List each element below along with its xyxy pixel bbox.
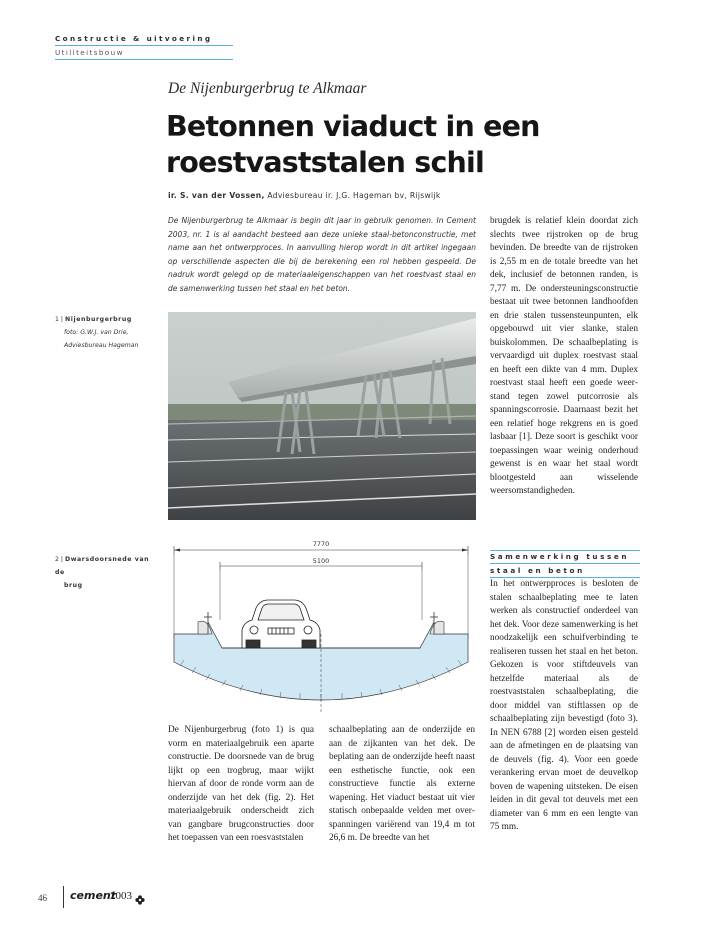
- subsection-rule: [55, 59, 233, 60]
- cross-section-svg: [168, 538, 476, 718]
- caption-separator: |: [60, 556, 63, 563]
- cross-section-drawing: [168, 538, 476, 718]
- figure-1-credit-line-1: foto: G.W.J. van Drie,: [64, 329, 129, 336]
- flower-logo-icon: [135, 892, 145, 902]
- article-column-3-part-1: brugdek is relatief klein doordat zich slechts twee rijstroken op de brug bevinden. De breedte van de rijstroken is 2,55 m en de totale breedte van het dek, inclusief de betonnen randen, is 7,77 m. De ondersteuningsconstructie bestaat uit twee betonnen landhoofden en drie stalen tussensteunpunten, elk opgebouwd uit vier slanke, stalen buiskolommen. De schaalbeplating is vervaardigd uit duplex roestvast staal en heeft een dikte van 4 mm. Duplex roestvast staal heeft een goede weerstand tegen zowel putcorrosie als spanningscorrosie. Daarnaast bezit het een relatief hoge rekgrens en is goed lasbaar [1]. Deze soort is geschikt voor toepassingen waar weinig onderhoud gewenst is en waar het staal wordt blootgesteld aan wisselende weersomstandigheden.: [490, 216, 638, 496]
- caption-separator: |: [60, 316, 63, 323]
- article-intro: De Nijenburgerbrug te Alkmaar is begin dit jaar in gebruik genomen. In Cement 2003, nr. 1 is al aandacht besteed aan deze unieke staal-betonconstructie, met name aan het ontwerpproces. In aanvulling hierop wordt in dit artikel ingegaan op verschillende aspecten die bij de berekening een rol hebben gespeeld. De nadruk wordt gelegd op de materiaaleigenschappen van het roestvast staal en de samenwerking tussen het staal en het beton.: [168, 216, 476, 293]
- figure-1-caption: [55, 313, 155, 352]
- figure-1-number: 1: [55, 316, 59, 323]
- article-column-3-part-2: In het ontwerpproces is besloten de stalen schaalbeplating mee te laten werken als constructief onderdeel van het dek. Voor deze samenwerking is het noodzakelijk een schuifverbinding te realiseren tussen het staal en het beton. Gekozen is voor stiftdeuvels van hetzelfde materiaal als de roestvaststalen schaalbeplating, die door middel van stiftlassen op de schaalbeplating zijn bevestigd (foto 3). In NEN 6788 [2] worden eisen gesteld aan de afmetingen en de plaatsing van de deuvels (fig. 4). Voor een goede verankering ervan moet de deuvelkop boven de wapening uitsteken. De eisen leiden in dit geval tot deuvels met een diameter van 6 mm en een lengte van 75 mm.: [490, 579, 638, 832]
- byline: [168, 191, 441, 200]
- article-title-line-1: Betonnen viaduct in een: [166, 110, 540, 143]
- section-rule: [55, 45, 233, 46]
- author-affiliation: Adviesbureau ir. J.G. Hageman bv, Rijswijk: [267, 191, 441, 200]
- subheading-line-2: staal en beton: [490, 566, 585, 575]
- article-kicker: De Nijenburgerbrug te Alkmaar: [168, 80, 367, 97]
- bridge-photo: [168, 312, 476, 520]
- figure-1-title: Nijenburgerbrug: [64, 316, 132, 323]
- article-column-1: De Nijenburgerbrug (foto 1) is qua vorm en materiaalgebruik een aparte constructie. De doorsnede van de brug lijkt op een trogbrug, maar wijkt hiervan af door de ronde vorm aan de onderzijde van het dek (fig. 2). Het materiaalgebruik onderscheidt zich van gangbare brugconstructies door het toepassen van een roesvaststalen: [168, 725, 314, 843]
- subheading-rule-middle: [490, 563, 640, 564]
- bridge-photo-illustration: [168, 312, 476, 520]
- car-outline: [242, 600, 320, 648]
- subsection-heading: Utiliteitsbouw: [55, 48, 124, 57]
- dimension-lanes-label: 5100: [312, 557, 330, 565]
- figure-2-number: 2: [55, 556, 59, 563]
- page-number: 46: [38, 893, 47, 903]
- magazine-name: cement: [70, 889, 116, 902]
- subheading-line-1: Samenwerking tussen: [490, 552, 630, 561]
- figure-2-title-line-2: brug: [64, 582, 83, 589]
- author-name: ir. S. van der Vossen,: [168, 191, 265, 200]
- figure-2-caption: [55, 553, 155, 592]
- magazine-year: 2003: [110, 890, 132, 902]
- figure-1-credit-line-2: Adviesbureau Hageman: [64, 342, 139, 349]
- article-title-line-2: roestvaststalen schil: [166, 146, 484, 179]
- footer-divider: [63, 886, 64, 908]
- article-column-2: schaalbeplating aan de onderzijde en aan de zijkanten van het dek. De beplating aan de onderzijde heeft naast een esthetische functie, ook een constructieve functie als externe wapening. Het viaduct bestaat uit vier statisch onbepaalde velden met overspanningen variërend van 19,4 m tot 26,6 m. De breedte van het: [329, 725, 475, 843]
- figure-2-title-line-1: Dwarsdoorsnede van de: [55, 556, 150, 576]
- article-title: [166, 109, 586, 181]
- subheading-rule-top: [490, 550, 640, 551]
- dimension-total-label: 7770: [312, 540, 330, 548]
- section-heading: Constructie & uitvoering: [55, 34, 213, 43]
